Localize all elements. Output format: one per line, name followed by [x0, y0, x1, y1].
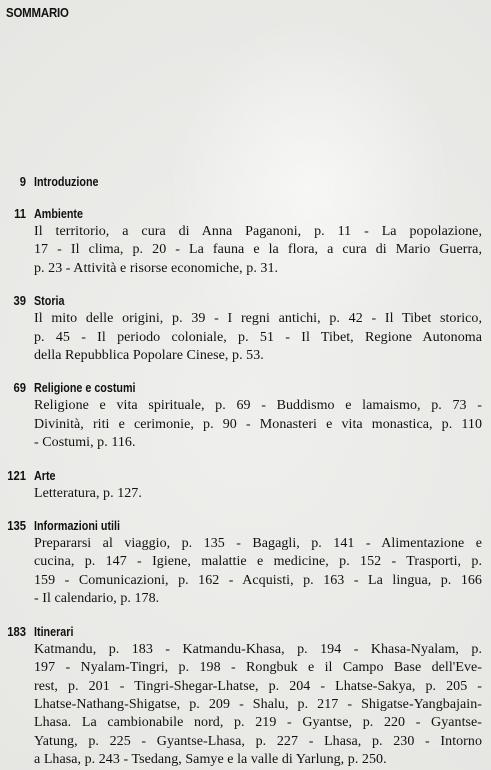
toc-section-description — [34, 310, 482, 365]
toc-description-line: Religione e vita spirituale, p. 69 - Buddismo e lamaismo, p. 73 - — [34, 398, 482, 414]
toc-section-title: Ambiente — [34, 207, 83, 221]
toc-entry — [0, 467, 491, 503]
toc-section-description — [34, 485, 482, 503]
toc-entry — [0, 205, 491, 278]
toc-description-line: p. 45 - Il periodo coloniale, p. 51 - Il Tibet, Regione Autonoma — [34, 329, 482, 345]
toc-entry — [0, 379, 491, 452]
toc-entry — [0, 173, 491, 191]
toc-description-line: Letteratura, p. 127. — [34, 485, 142, 501]
toc-description-line: Lhatse-Nathang-Shigatse, p. 209 - Shalu, p. 217 - Shigatse-Yangbajain- — [34, 696, 482, 712]
toc-page-number: 121 — [7, 468, 27, 483]
toc-description-line: cucina, p. 147 - Igiene, malattie e medicine, p. 152 - Trasporti, p. — [34, 554, 482, 570]
table-of-contents — [0, 173, 491, 770]
toc-section-description — [34, 535, 482, 609]
toc-section-description — [34, 223, 482, 278]
toc-section-description — [34, 397, 482, 452]
toc-description-line: Divinità, riti e cerimonie, p. 90 - Monasteri e vita monastica, p. 110 — [34, 416, 482, 432]
toc-description-line: Yatung, p. 225 - Gyantse-Lhasa, p. 227 - Lhasa, p. 230 - Intorno — [34, 733, 482, 749]
toc-section-title: Itinerari — [34, 624, 74, 639]
toc-entry — [0, 623, 491, 770]
toc-entry — [0, 292, 491, 365]
toc-section-title: Arte — [34, 468, 56, 483]
toc-page-number: 183 — [7, 624, 27, 639]
page-title: SOMMARIO — [6, 5, 69, 20]
toc-description-line: 17 - Il clima, p. 20 - La fauna e la flora, a cura di Mario Guerra, — [34, 242, 482, 258]
toc-description-line: rest, p. 201 - Tingri-Shegar-Lhatse, p. 204 - Lhatse-Sakya, p. 205 - — [34, 678, 482, 694]
toc-description-line: Prepararsi al viaggio, p. 135 - Bagagli, p. 141 - Alimentazione e — [34, 536, 482, 552]
toc-description-line: della Repubblica Popolare Cinese, p. 53. — [34, 348, 264, 364]
toc-page-number: 9 — [19, 175, 26, 189]
toc-page-number: 11 — [14, 207, 26, 221]
toc-description-line: Il mito delle origini, p. 39 - I regni antichi, p. 42 - Il Tibet storico, — [34, 311, 482, 327]
toc-description-line: 197 - Nyalam-Tingri, p. 198 - Rongbuk e il Campo Base dell'Eve- — [34, 660, 482, 676]
toc-description-line: - Il calendario, p. 178. — [34, 591, 160, 607]
toc-description-line: Lhasa. La cambionabile nord, p. 219 - Gyantse, p. 220 - Gyantse- — [34, 715, 482, 731]
toc-description-line: p. 23 - Attività e risorse economiche, p. 31. — [34, 260, 279, 276]
toc-description-line: 159 - Comunicazioni, p. 162 - Acquisti, p. 163 - La lingua, p. 166 — [34, 572, 482, 588]
toc-description-line: a Lhasa, p. 243 - Tsedang, Samye e la valle di Yarlung, p. 250. — [34, 752, 387, 768]
toc-description-line: - Costumi, p. 116. — [34, 435, 136, 451]
toc-section-description — [34, 641, 482, 770]
toc-page-number: 39 — [13, 294, 26, 309]
toc-entry — [0, 517, 491, 609]
toc-section-title: Informazioni utili — [34, 519, 120, 534]
toc-section-title: Introduzione — [34, 175, 99, 189]
toc-section-title: Religione e costumi — [34, 381, 136, 396]
toc-description-line: Il territorio, a cura di Anna Paganoni, p. 11 - La popolazione, — [34, 224, 482, 239]
toc-page-number: 135 — [7, 519, 27, 534]
toc-description-line: Katmandu, p. 183 - Katmandu-Khasa, p. 194 - Khasa-Nyalam, p. — [34, 641, 482, 657]
toc-section-title: Storia — [34, 294, 65, 309]
toc-page-number: 69 — [13, 381, 26, 396]
